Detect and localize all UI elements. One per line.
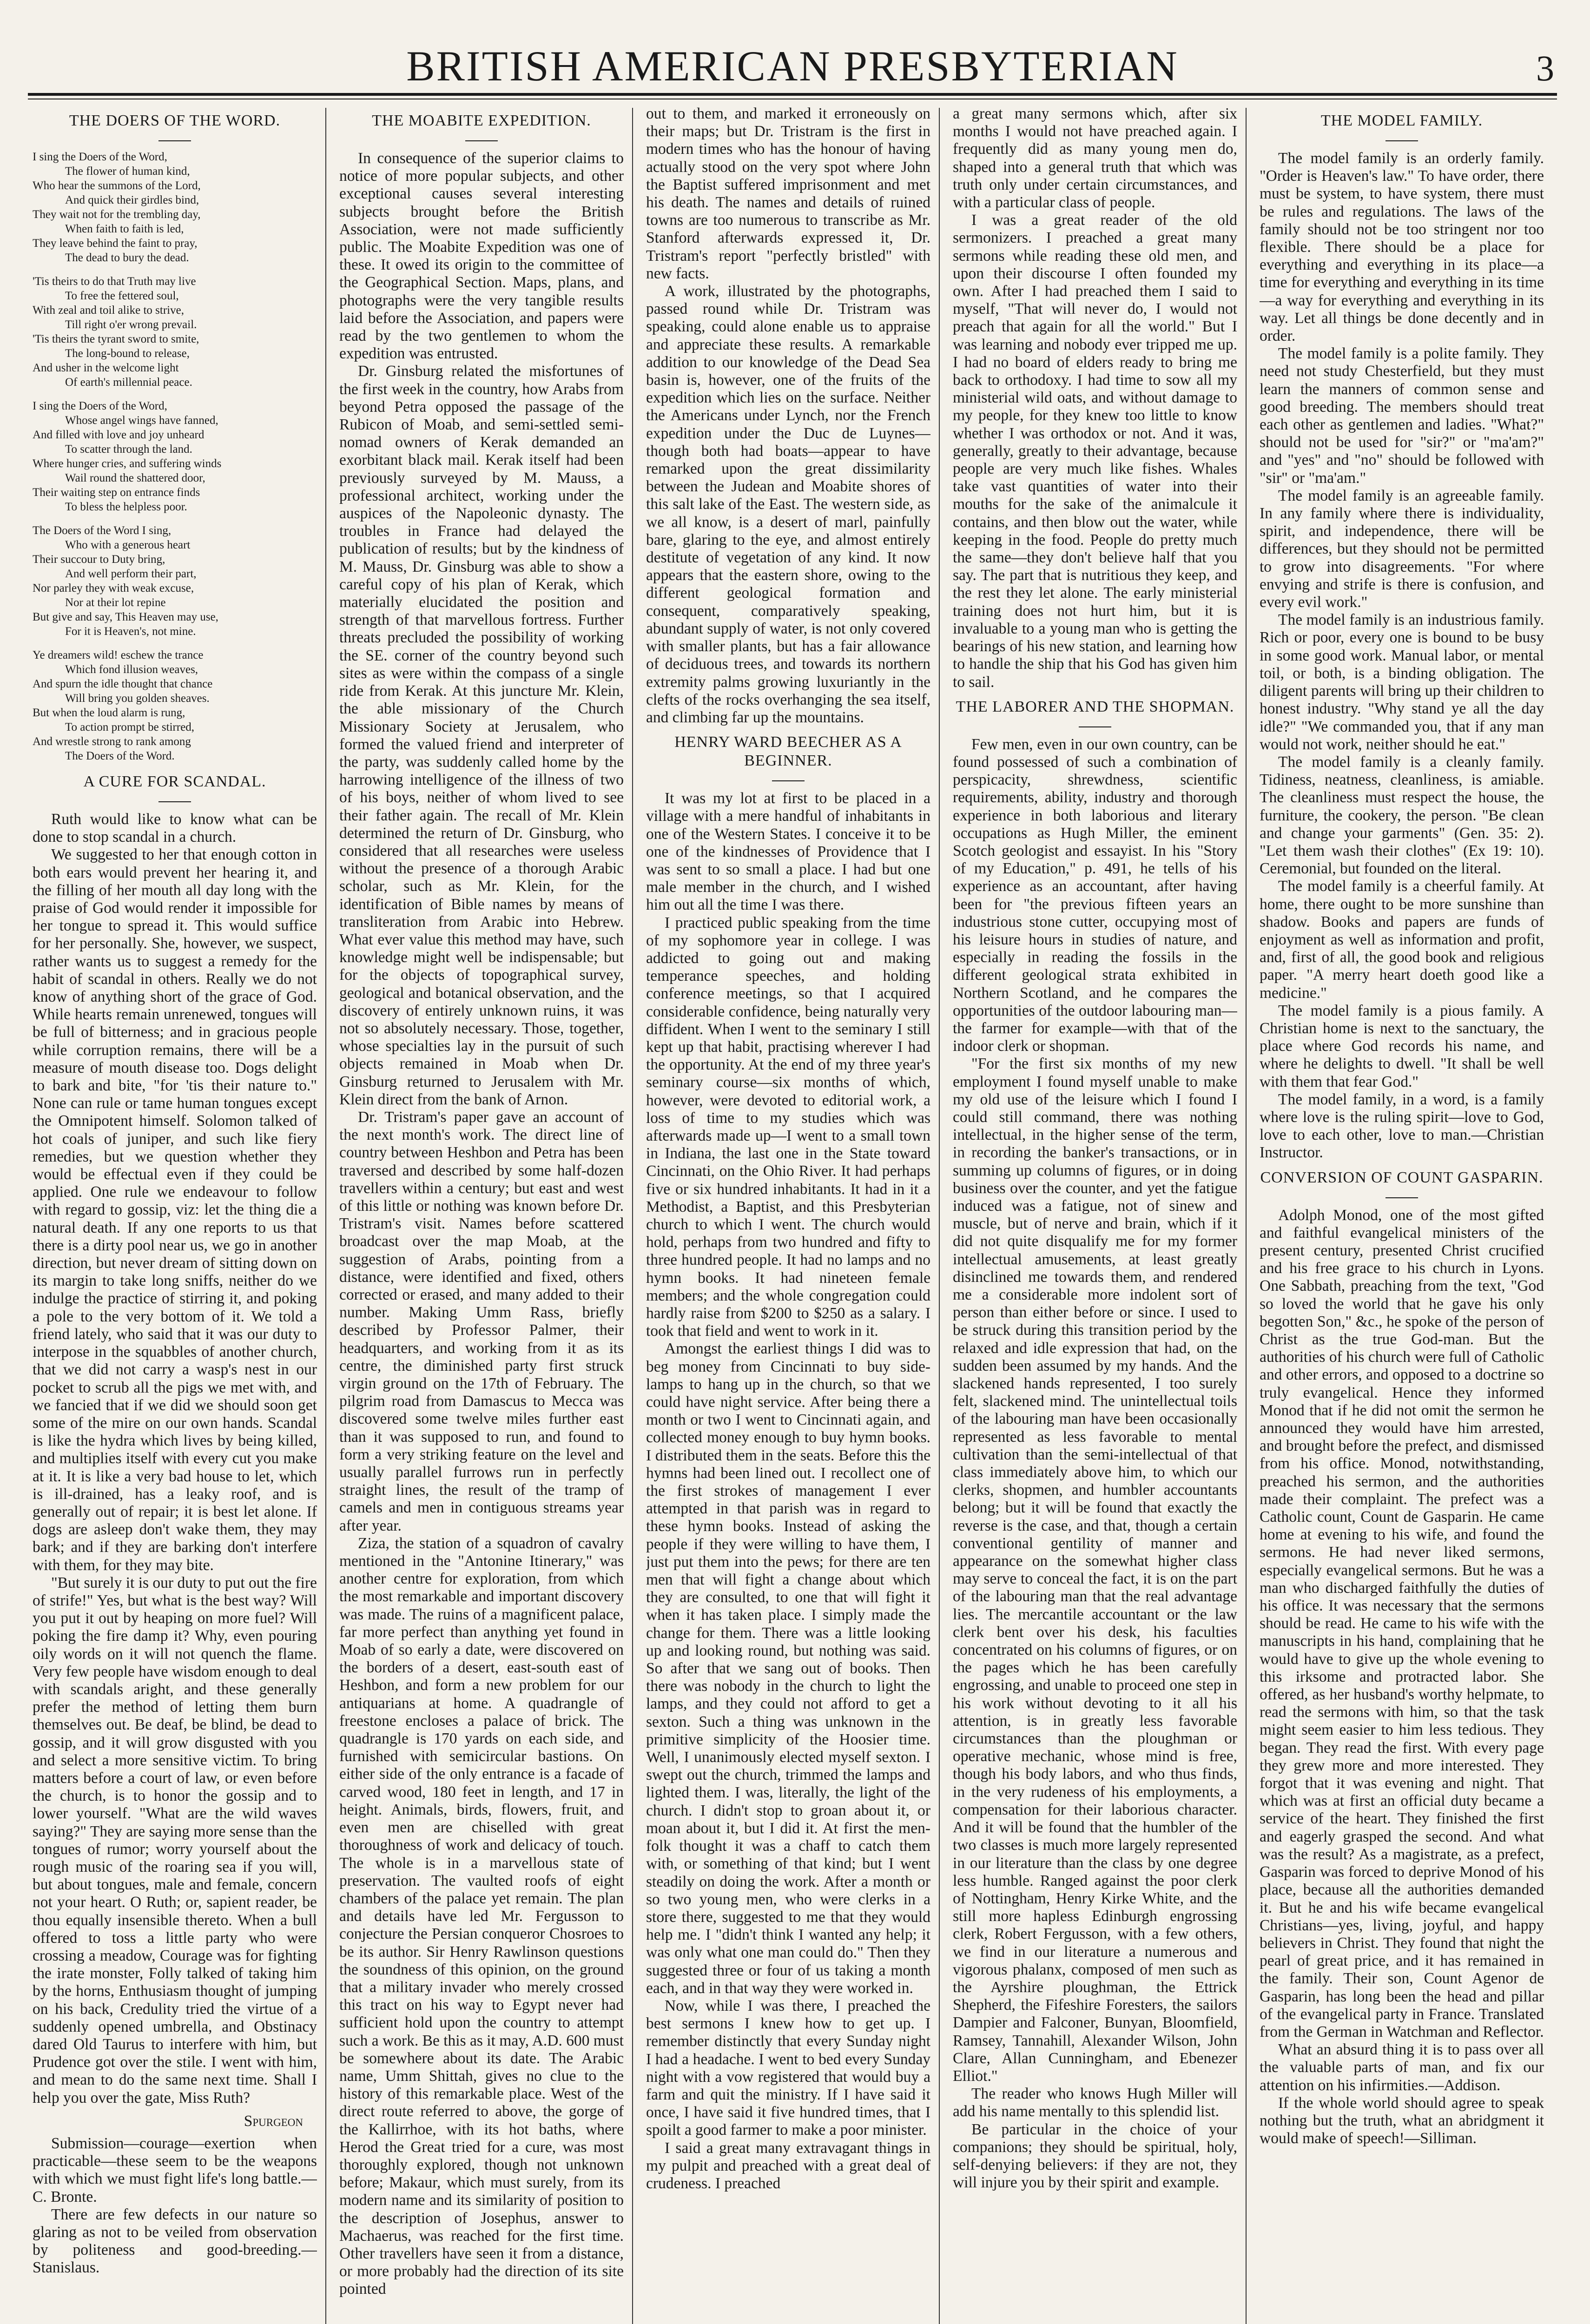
article-paragraph: I said a great many extravagant things in my pulpit and preached with a great deal of crudeness. I preached — [646, 2139, 930, 2192]
article-paragraph: Now, while I was there, I preached the best sermons I knew how to get up. I remember distinctly that every Sunday night I had a headache. I went to bed every Sunday night with a vow registered that would buy a farm and quit the ministry. If I have said it once, I have said it five hundred times, that I spoilt a good farmer to make a poor minister. — [646, 1997, 930, 2139]
masthead-rule — [28, 93, 1557, 96]
poem-line: Of earth's millennial peace. — [65, 376, 192, 389]
column-divider — [939, 108, 940, 2324]
headline-separator — [772, 780, 805, 781]
poem-line: But give and say, This Heaven may use, — [33, 611, 218, 623]
poem-line: Who with a generous heart — [65, 539, 191, 551]
poem — [33, 150, 317, 763]
article-paragraph: Amongst the earliest things I did was to beg money from Cincinnati to buy side-lamps to hang up in the church, so that we could have night service. After being there a month or two I went to Cincinnati again, and collected money enough to buy hymn books. I distributed them in the seats. Before this the hymns had been lined out. I recollect one of the first strokes of management I ever attempted in that parish was in regard to these hymn books. Instead of asking the people if they were willing to have them, I just put them into the pews; for there are ten men that will fight a change about which they are consulted, to one that will fight it when it has taken place. I simply made the change for them. There was a little looking up and looking round, but nothing was said. So after that we sang out of books. Then there was nobody in the church to light the lamps, and they could not afford to get a sexton. Such a thing was unknown in the primitive simplicity of the Hoosier time. Well, I unanimously elected myself sexton. I swept out the church, trimmed the lamps and lighted them. I was, literally, the light of the church. I didn't stop to groan about it, or moan about it, but I did it. At first the men-folk thought it was a chaff to catch them with, or something of that kind; but I went steadily on doing the work. After a month or so two young men, who were clerks in a store there, suggested to me that they would help me. I "didn't think I wanted any help; it was only what one man could do." Then they suggested three or four of us taking a month each, and in that way they were worked in. — [646, 1340, 930, 1997]
article-headline: A CURE FOR SCANDAL. — [83, 773, 266, 790]
article-paragraph: The model family is a polite family. They need not study Chesterfield, but they must learn the manners of common sense and good breeding. The members should treat each other as gentlemen and ladies. "What?" should not be used for "sir?" or "ma'am?" and "yes" and "no" should be followed with "sir" or "ma'am." — [1260, 345, 1544, 487]
poem-line: Where hunger cries, and suffering winds — [33, 457, 222, 470]
article-paragraph: In consequence of the superior claims to notice of more popular subjects, and other exceptional causes several interesting subjects brought before the British Association, were not made sufficiently public. The Moabite Expedition was one of these. It owed its origin to the committee of the Geographical Section. Maps, plans, and photographs were the very tangible results laid before the Association, and papers were read by the two gentlemen to whom the expedition was entrusted. — [339, 150, 624, 363]
article-headline: THE MOABITE EXPEDITION. — [372, 112, 591, 129]
poem-stanza — [33, 523, 317, 639]
poem-line: And quick their girdles bind, — [65, 194, 199, 206]
poem-line: Wail round the shattered door, — [65, 472, 205, 484]
headline-separator — [1385, 1197, 1418, 1198]
article-paragraph: The reader who knows Hugh Miller will add his name mentally to this splendid list. — [953, 2085, 1237, 2120]
article-paragraph: "For the first six months of my new employment I found myself unable to make my old use of the leisure which I found I could still command, there was nothing intellectual, in the higher sense of the term, in recording the banker's transactions, or in summing up columns of figures, or in doing business over the counter, and yet the fatigue induced was a fatigue, not of sinew and muscle, but of nerve and brain, which if it did not quite disqualify me for my former intellectual amusements, at least greatly disinclined me towards them, and rendered me a considerable more indolent sort of person than either before or since. I used to be struck during this transition period by the relaxed and idle expression that had, on the sudden been assumed by my hands. And the slackened hands represented, I too surely felt, slackened mind. The unintellectual toils of the labouring man have been occasionally represented as less favorable to mental cultivation than the semi-intellectual of that class immediately above him, to which our clerks, shopmen, and humbler accountants belong; but it will be found that exactly the reverse is the case, and that, though a certain conventional gentility of manner and appearance on the somewhat higher class may serve to conceal the fact, it is on the part of the labouring man that the real advantage lies. The mercantile accountant or the law clerk bent over his desk, his faculties concentrated on his columns of figures, or on the pages which he has been carefully engrossing, and unable to proceed one step in his work without devoting to it all his attention, is in greatly less favorable circumstances than the ploughman or operative mechanic, whose mind is free, though his body labors, and who thus finds, in the very rudeness of his employments, a compensation for their laborious character. And it will be found that the humbler of the two classes is much more largely represented in our literature than the class by one degree less humble. Ranged against the poor clerk of Nottingham, Henry Kirke White, and the still more hapless Edinburgh engrossing clerk, Robert Fergusson, with a few others, we find in our literature a numerous and vigorous phalanx, composed of men such as the Ayrshire ploughman, the Ettrick Shepherd, the Fifeshire Foresters, the sailors Dampier and Falconer, Bunyan, Bloomfield, Ramsey, Tannahill, Alexander Wilson, John Clare, Allan Cunningham, and Ebenezer Elliot." — [953, 1055, 1237, 2085]
article-paragraph: A work, illustrated by the photographs, passed round while Dr. Tristram was speaking, could alone enable us to appraise and appreciate these results. A remarkable addition to our knowledge of the Dead Sea basin is, however, one of the fruits of the expedition which lies on the surface. Neither the Americans under Lynch, nor the French expedition under the Duc de Luynes—though both had boats—appear to have remarked upon the great dissimilarity between the Judean and Moabite shores of this salt lake of the East. The western side, as we all know, is a desert of marl, painfully bare, glaring to the eye, and almost entirely destitute of vegetation of any kind. It now appears that the eastern shore, owing to the different geological formation and consequent, comparatively speaking, abundant supply of water, is not only covered with smaller plants, but has a fair allowance of deciduous trees, and towards its northern extremity palms growing luxuriantly in the clefts of the rocks overhanging the sea itself, and climbing far up the mountains. — [646, 283, 930, 726]
article-paragraph: I practiced public speaking from the time of my sophomore year in college. I was addicted to going out and making temperance speeches, and holding conference meetings, so that I acquired considerable confidence, being naturally very diffident. When I went to the seminary I still kept up that habit, practising wherever I had the opportunity. At the end of my three year's seminary course—six months of which, however, were devoted to editorial work, a loss of time to my studies which was afterwards made up—I went to a small town in Indiana, the last one in the State toward Cincinnati, on the Ohio River. It had perhaps five or six hundred inhabitants. It had in it a Methodist, a Baptist, and this Presbyterian church to which I went. The church would hold, perhaps from two hundred and fifty to three hundred people. It had no lamps and no hymn books. It had nineteen female members; and the whole congregation could hardly raise from $200 to $250 as a salary. I took that field and went to work in it. — [646, 914, 930, 1340]
poem-stanza — [33, 274, 317, 390]
poem-line: I sing the Doers of the Word, — [33, 151, 167, 163]
poem-line: And well perform their part, — [65, 568, 197, 580]
column-divider — [1246, 108, 1247, 2324]
headline-separator — [1385, 140, 1418, 141]
article-paragraph: What an absurd thing it is to pass over all the valuable parts of man, and fix our attention on his infirmities.—Addison. — [1260, 2041, 1544, 2094]
poem-line: Ye dreamers wild! eschew the trance — [33, 649, 204, 661]
poem-line: They wait not for the trembling day, — [33, 208, 201, 221]
poem-line: 'Tis theirs the tyrant sword to smite, — [33, 333, 199, 345]
poem-line: I sing the Doers of the Word, — [33, 400, 167, 412]
article-paragraph: It was my lot at first to be placed in a village with a mere handful of inhabitants in one of the Western States. I conceive it to be one of the kindnesses of Providence that I was sent to so small a place. I had but one male member in the church, and I wished him out all the time I was there. — [646, 790, 930, 914]
article-headline: THE MODEL FAMILY. — [1320, 112, 1483, 129]
poem-line: The dead to bury the dead. — [65, 251, 189, 264]
headline-separator — [158, 801, 191, 802]
column-2 — [339, 105, 624, 2324]
article-paragraph: Adolph Monod, one of the most gifted and faithful evangelical ministers of the present century, presented Christ crucified and his free grace to his church in Lyons. One Sabbath, preaching from the text, "God so loved the world that he gave his only begotten Son," &c., he spoke of the person of Christ as the true God-man. But the authorities of his church were full of Catholic and other errors, and opposed to a doctrine so truly evangelical. Hence they informed Monod that if he did not omit the sermon he announced they would have him arrested, and brought before the prefect, and dismissed from his office. Monod, notwithstanding, preached his sermon, and the authorities made their complaint. The prefect was a Catholic count, Count de Gasparin. He came home at evening to his wife, and found the sermons. He had never liked sermons, especially evangelical sermons. But he was a man who discharged faithfully the duties of his office. It was necessary that the sermons should be read. He came to his wife with the manuscripts in his hand, complaining that he would have to give up the whole evening to this irksome and protracted labor. She offered, as her husband's worthy helpmate, to read the sermons with him, so that the task might seem easier to him less tedious. They began. They read the first. With every page they grew more and more interested. They forgot that it was evening and night. That which was at first an official duty became a service of the heart. They finished the first and eagerly grasped the second. And what was the result? As a magistrate, as a prefect, Gasparin was forced to deprive Monod of his place, because all the authorities demanded it. But he and his wife became evangelical Christians—yes, living, joyful, and happy believers in Christ. They found that night the pearl of great price, and it has remained in the family. Their son, Count Agenor de Gasparin, has long been the head and pillar of the evangelical party in France. Translated from the German in Watchman and Reflector. — [1260, 1206, 1544, 2040]
article-paragraph: a great many sermons which, after six months I would not have preached again. I frequently did as many young men do, shaped into a general truth that which was truth only under certain circumstances, and with a particular class of people. — [953, 105, 1237, 211]
poem-line: They leave behind the faint to pray, — [33, 237, 198, 250]
article-paragraph: The model family is an orderly family. "Order is Heaven's law." To have order, there must be system, to have system, there must be rules and regulations. The laws of the family should not be too stringent nor too flexible. There should be a place for everything and everything in its place—a time for everything and everything in its time—a way for everything and everything in its way. Let all things be done decently and in order. — [1260, 150, 1544, 345]
poem-line: To bless the helpless poor. — [65, 501, 187, 513]
poem-line: Their waiting step on entrance finds — [33, 486, 200, 499]
page-number: 3 — [1536, 48, 1554, 88]
poem-line: And spurn the idle thought that chance — [33, 678, 213, 690]
poem-line: To free the fettered soul, — [65, 290, 179, 302]
poem-line: For it is Heaven's, not mine. — [65, 625, 196, 638]
column-1 — [33, 105, 317, 2324]
poem-line: Till right o'er wrong prevail. — [65, 318, 197, 331]
article-paragraph: "But surely it is our duty to put out the fire of strife!" Yes, but what is the best way? Will you put it out by heaping on more fuel? Will poking the fire damp it? Why, even pouring oily words on it will not quench the flame. Very few people have wisdom enough to deal with scandals aright, and these generally prefer the method of letting them burn themselves out. Be deaf, be blind, be dead to gossip, and it will grow disgusted with you and select a more sensitive victim. To bring matters before a court of law, or even before the church, is to honor the gossip and to lower yourself. "What are the wild waves saying?" They are saying more sense than the tongues of rumor; worry yourself about the rough music of the roaring sea if you will, but about tongues, male and female, concern not your heart. O Ruth; or, sapient reader, be thou equally insensible thereto. When a bull offered to toss a little party who were crossing a meadow, Courage was for fighting the irate monster, Folly talked of taking him by the horns, Enthusiasm thought of jumping on his back, Credulity tried the virtue of a suddenly opened umbrella, and Obstinacy dared Old Taurus to interfere with him, but Prudence got over the stile. I went with him, and mean to do the same next time. Shall I help you over the gate, Miss Ruth? — [33, 1574, 317, 2106]
column-4 — [953, 105, 1237, 2324]
article-paragraph: Be particular in the choice of your companions; they should be spiritual, holy, self-denying believers: if they are not, they will injure you by their spirit and example. — [953, 2120, 1237, 2192]
article-headline: HENRY WARD BEECHER AS A BEGINNER. — [674, 733, 902, 770]
poem-line: The Doers of the Word. — [65, 750, 175, 762]
column-3 — [646, 105, 930, 2324]
article-paragraph: Few men, even in our own country, can be found possessed of such a combination of perspicacity, shrewdness, scientific requirements, ability, industry and thorough experience in both laborious and literary occupations as Hugh Miller, the eminent Scotch geologist and essayist. In his "Story of my Education," p. 491, he tells of his experience as an accountant, after having been for "the previous fifteen years an industrious stone cutter, occupying most of his leisure hours in studies of nature, and especially in reading the fossils in the different geological strata exhibited in Northern Scotland, and he compares the opportunities of the outdoor labouring man—the farmer for example—with that of the indoor clerk or shopman. — [953, 735, 1237, 1055]
poem-line: But when the loud alarm is rung, — [33, 706, 185, 719]
article-headline: CONVERSION OF COUNT GASPARIN. — [1260, 1169, 1544, 1186]
poem-stanza — [33, 648, 317, 763]
article-paragraph: The model family, in a word, is a family where love is the ruling spirit—love to God, love to each other, love to man.—Christian Instructor. — [1260, 1090, 1544, 1162]
article-paragraph: The model family is a pious family. A Christian home is next to the sanctuary, the place where God records his name, and where he delights to dwell. "It shall be well with them that fear God." — [1260, 1002, 1544, 1090]
article-paragraph: The model family is a cheerful family. At home, there ought to be more sunshine than shadow. Books and papers are funds of enjoyment as well as information and profit, and, first of all, the good book and religious paper. "A merry heart doeth good like a medicine." — [1260, 878, 1544, 1002]
headline-separator — [465, 140, 498, 141]
article-paragraph: There are few defects in our nature so glaring as not to be veiled from observation by politeness and good-breeding.—Stanislaus. — [33, 2205, 317, 2277]
article-paragraph: Dr. Ginsburg related the misfortunes of the first week in the country, how Arabs from beyond Petra opposed the passage of the Rubicon of Moab, and semi-settled semi-nomad owners of Kerak demanded an exorbitant black mail. Kerak itself had been previously surveyed by M. Mauss, a professional architect, working under the auspices of the Napoleonic dynasty. The troubles in France had delayed the publication of results; but by the kindness of M. Mauss, Dr. Ginsburg was able to show a careful copy of his plan of Kerak, which materially elucidated the position and strength of that marvellous fortress. Further threats precluded the possibility of working the SE. corner of the country beyond such sites as were within the compass of a single ride from Kerak. At this juncture Mr. Klein, the able missionary of the Church Missionary Society at Jerusalem, who formed the valued friend and interpreter of the party, was suddenly called home by the harrowing intelligence of the illness of two of his boys, neither of whom lived to see their father again. The recall of Mr. Klein determined the return of Dr. Ginsburg, who considered that all researches were useless without the presence of a thorough Arabic scholar, such as Mr. Klein, for the identification of Bible names by means of transliteration from Arabic into Hebrew. What ever value this method may have, such knowledge might well be indispensable; but for the objects of topographical survey, geological and botanical observation, and the discovery of entirely unknown ruins, it was not so absolutely necessary. Those, together, whose specialties lay in the pursuit of such objects remained in Moab when Dr. Ginsburg returned to Jerusalem with Mr. Klein direct from the bank of Arnon. — [339, 363, 624, 1108]
poem-line: The Doers of the Word I sing, — [33, 524, 172, 537]
article-paragraph: We suggested to her that enough cotton in both ears would prevent her hearing it, and the filling of her mouth all day long with the praise of God would render it impossible for her tongue to spread it. This would suffice for her personally. She, however, we suspect, rather wants us to suggest a remedy for the habit of scandal in others. Really we do not know of anything short of the grace of God. While hearts remain unrenewed, tongues will be full of bitterness; and in gracious people while corruption remains, there will be a measure of mouth disease too. Dogs delight to bark and bite, "for 'tis their nature to." None can rule or tame human tongues except the Omnipotent himself. Solomon talked of hot coals of juniper, and such like fiery remedies, but we question whether they would be effectual even if they could be applied. One rule we endeavour to follow with regard to gossip, viz: let the thing die a natural death. If any one reports to us that there is a dirty pool near us, we go in another direction, but never dream of sitting down on its margin to take long sniffs, neither do we indulge the practice of stirring it, and poking a pole to the very bottom of it. We told a friend lately, who said that it was our duty to interpose in the squabbles of another church, that we did not carry a wasp's nest in our pocket to scrub all the pigs we met with, and we fancied that if we did we should soon get some of the mire on our own hands. Scandal is like the hydra which lives by being killed, and multiplies itself with every cut you make at it. It is like a very bad house to let, which is ill-drained, has a leaky roof, and is generally out of repair; it is best let alone. If dogs are asleep don't wake them, they may bark; and if they are barking don't interfere with them, for they may bite. — [33, 846, 317, 1574]
poem-line: When faith to faith is led, — [65, 223, 184, 235]
poem-line: Will bring you golden sheaves. — [65, 692, 210, 705]
poem-line: The flower of human kind, — [65, 165, 190, 178]
author-signature: Spurgeon — [244, 2112, 303, 2130]
poem-line: 'Tis theirs to do that Truth may live — [33, 275, 196, 288]
article-paragraph: If the whole world should agree to speak nothing but the truth, what an abridgment it would make of speech!—Silliman. — [1260, 2094, 1544, 2147]
poem-line: To scatter through the land. — [65, 443, 192, 456]
article-paragraph: Submission—courage—exertion when practicable—these seem to be the weapons with which we must fight life's long battle.—C. Bronte. — [33, 2135, 317, 2205]
article-paragraph: out to them, and marked it erroneously on their maps; but Dr. Tristram is the first in modern times who has the honour of having actually stood on the very spot where John the Baptist suffered imprisonment and met his death. The names and details of ruined towns are too numerous to transcribe as Mr. Stanford afterwards expressed it, Dr. Tristram's report "perfectly bristled" with new facts. — [646, 105, 930, 282]
column-divider — [632, 108, 633, 2324]
poem-line: Who hear the summons of the Lord, — [33, 179, 201, 192]
article-headline: THE LABORER AND THE SHOPMAN. — [956, 698, 1234, 715]
article-paragraph: Ziza, the station of a squadron of cavalry mentioned in the "Antonine Itinerary," was another centre for exploration, from which the most remarkable and important discovery was made. The ruins of a magnificent palace, far more perfect than anything yet found in Moab of so early a date, were discovered on the borders of a desert, east-south east of Heshbon, and form a new problem for our antiquarians at home. A quadrangle of freestone encloses a palace of brick. The quadrangle is 170 yards on each side, and furnished with semicircular bastions. On either side of the only entrance is a facade of carved wood, 180 feet in length, and 17 in height. Animals, birds, flowers, fruit, and even men are chiselled with great thoroughness of work and delicacy of touch. The whole is in a marvellous state of preservation. The vaulted roofs of eight chambers of the palace yet remain. The plan and details have led Mr. Fergusson to conjecture the Persian conqueror Chosroes to be its author. Sir Henry Rawlinson questions the soundness of this opinion, on the ground that a military invader who merely crossed this tract on his way to Egypt never had sufficient hold upon the country to attempt such a work. Be this as it may, A.D. 600 must be somewhere about its date. The Arabic name, Umm Shittah, gives no clue to the history of this remarkable place. West of the direct route referred to above, the gorge of the Kallirrhoe, with its hot baths, where Herod the Great tried for a cure, was most thoroughly explored, though not unknown before; Makaur, which must surely, from its modern name and its similarity of position to the description of Josephus, answer to Machaerus, was reached for the first time. Other travellers have seen it from a distance, or more probably had the direction of its site pointed — [339, 1534, 624, 2298]
poem-line: Which fond illusion weaves, — [65, 663, 198, 676]
poem-line: The long-bound to release, — [65, 347, 190, 360]
headline-separator — [1079, 726, 1111, 727]
poem-stanza — [33, 150, 317, 265]
article-paragraph: Ruth would like to know what can be done to stop scandal in a church. — [33, 811, 317, 846]
column-5 — [1260, 105, 1544, 2324]
poem-line: Whose angel wings have fanned, — [65, 414, 218, 427]
newspaper-title: BRITISH AMERICAN PRESBYTERIAN — [406, 42, 1179, 90]
column-divider — [325, 108, 326, 2324]
article-paragraph: I was a great reader of the old sermonizers. I preached a great many sermons while reading these old men, and upon their discourse I often founded my own. After I had preached them I said to myself, "That will never do, I would not preach that again for all the world." But I was learning and nobody ever tripped me up. I had no board of elders ready to bring me back to orthodoxy. I had time to sow all my ministerial wild oats, and without damage to my people, for they knew too little to know whether I was orthodox or not. And it was, generally, greatly to their advantage, because people are very much like fishes. Whales take vast quantities of water into their mouths for the sake of the animalcule it contains, and then blow out the water, while keeping in the food. People do pretty much the same—they don't believe half that you say. The part that is nutritious they keep, and the rest they let alone. The early ministerial training does not hurt him, but it is invaluable to a young man who is getting the bearings of his new station, and learning how to handle the ship that his God has given him to sail. — [953, 211, 1237, 691]
masthead — [28, 43, 1557, 89]
poem-line: With zeal and toil alike to strive, — [33, 304, 184, 317]
poem-line: Their succour to Duty bring, — [33, 553, 165, 566]
article-headline: THE DOERS OF THE WORD. — [69, 112, 281, 129]
poem-line: Nor parley they with weak excuse, — [33, 582, 194, 594]
poem-line: To action prompt be stirred, — [65, 721, 195, 733]
article-paragraph: The model family is an industrious family. Rich or poor, every one is bound to be busy in some good work. Manual labor, or mental toil, or both, is a binding obligation. The diligent parents will bring up their children to honest industry. "Why stand ye all the day idle?" "We commanded you, that if any man would not work, neither should he eat." — [1260, 611, 1544, 753]
poem-stanza — [33, 399, 317, 514]
article-paragraph: Dr. Tristram's paper gave an account of the next month's work. The direct line of country between Heshbon and Petra has been traversed and described by some half-dozen travellers within a century; but east and west of this little or nothing was known before Dr. Tristram's visit. Names before scattered broadcast over the map Moab, at the suggestion of Arabs, pointing from a distance, were identified and fixed, others corrected or erased, and many added to their number. Making Umm Rass, briefly described by Professor Palmer, their headquarters, and working from it as its centre, the diminished party first struck virgin ground on the 17th of February. The pilgrim road from Damascus to Mecca was discovered some twelve miles further east than it was supposed to run, and found to form a very striking feature on the level and usually parallel furrows run in perfectly straight lines, the result of the tramp of camels and men in contiguous streams year after year. — [339, 1108, 624, 1534]
article-paragraph: The model family is an agreeable family. In any family where there is individuality, spirit, and independence, there will be differences, but they should not be permitted to grow into disagreements. "For where envying and strife is there is confusion, and every evil work." — [1260, 487, 1544, 611]
poem-line: And usher in the welcome light — [33, 362, 179, 374]
headline-separator — [158, 140, 191, 141]
poem-line: And wrestle strong to rank among — [33, 735, 191, 748]
poem-line: And filled with love and joy unheard — [33, 429, 205, 441]
poem-line: Nor at their lot repine — [65, 596, 166, 609]
article-paragraph: The model family is a cleanly family. Tidiness, neatness, cleanliness, is amiable. The cleanliness must respect the house, the furniture, the cookery, the person. "Be clean and change your garments" (Gen. 35: 2). "Let them wash their clothes" (Ex 19: 10). Ceremonial, but founded on the literal. — [1260, 753, 1544, 878]
